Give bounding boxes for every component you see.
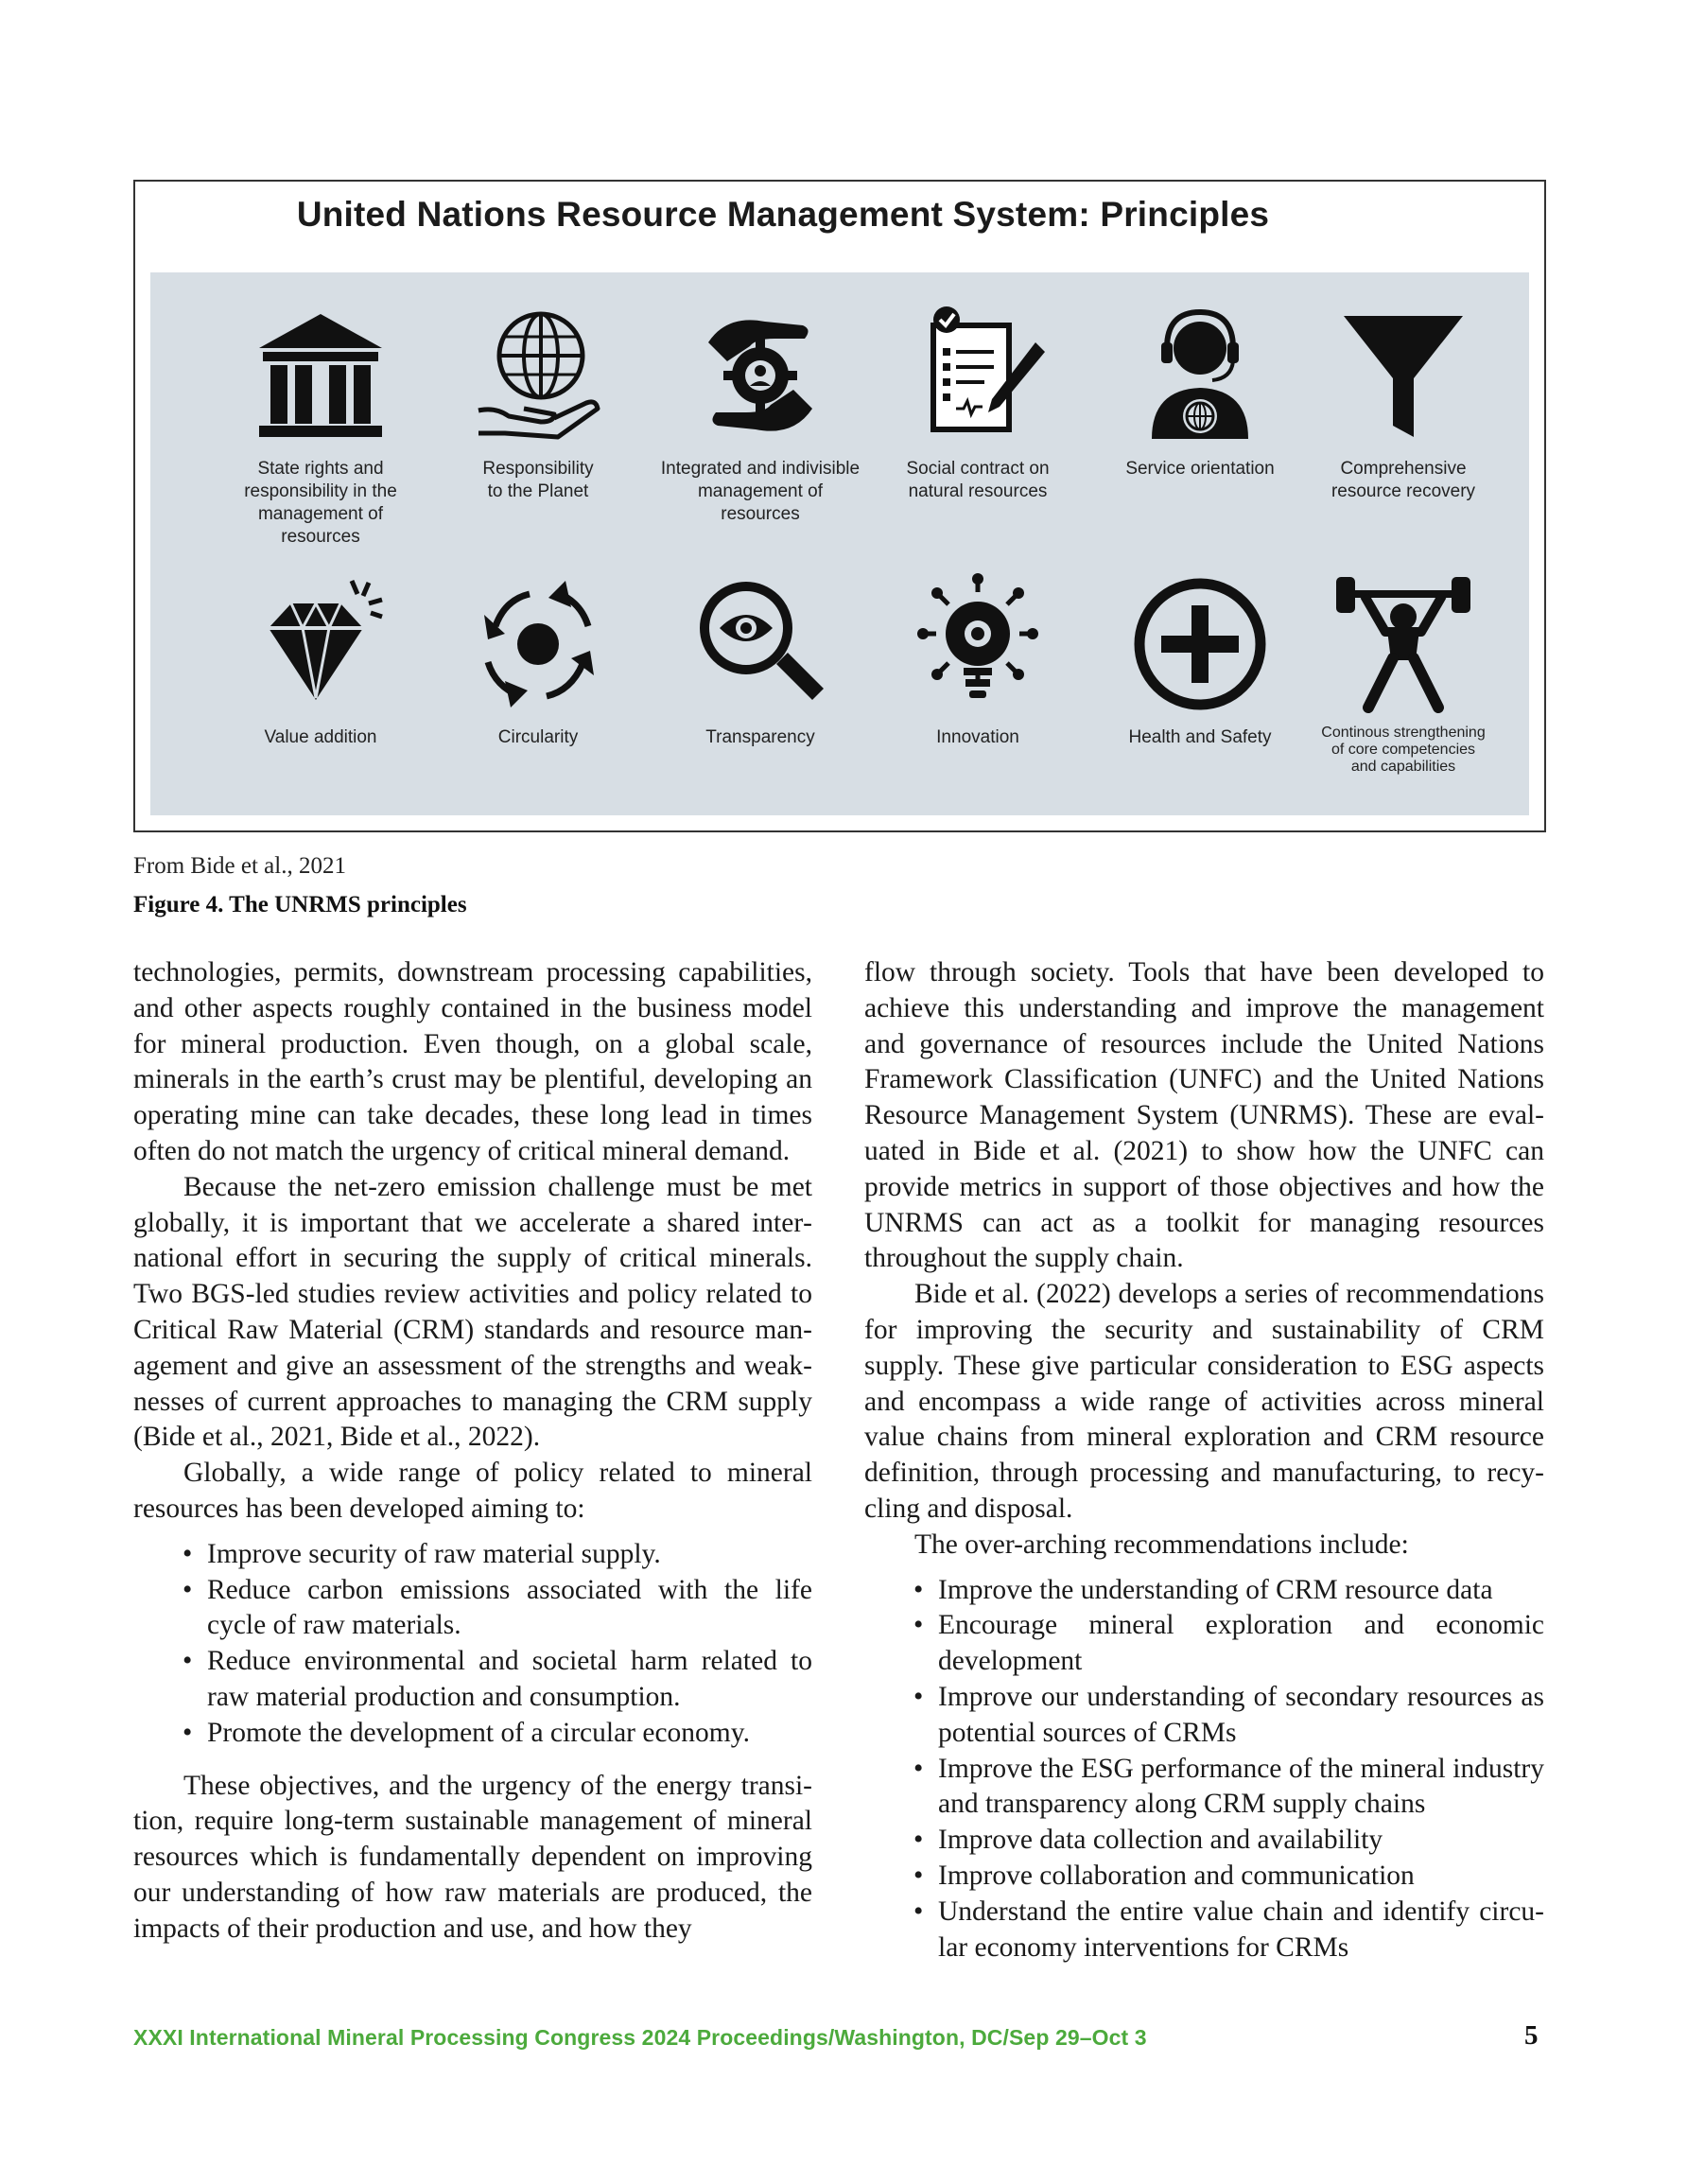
list-item: • Improve security of raw material supply.: [133, 1537, 812, 1573]
principles-panel: [150, 272, 1529, 815]
principle-label: Responsibility to the Planet: [482, 459, 594, 501]
paragraph: Bide et al. (2022) develops a series of recommendations for improving the security and sustainability of CRM supply. These give particular consideration to ESG aspects and encompass a wide range of activities across mineral value chains from mineral exploration and CRM resource definition, through processing and manufacturing, to recycling and disposal.: [864, 1279, 1544, 1524]
principle-integrated-management: [656, 305, 864, 526]
list-item: • Encourage mineral exploration and economic development: [864, 1608, 1544, 1680]
list-item: • Improve the understanding of CRM resource data: [864, 1573, 1544, 1609]
principle-transparency: [656, 573, 864, 749]
principle-label: Social contract on natural resources: [906, 459, 1050, 501]
principle-responsibility-planet: [434, 305, 642, 503]
paragraph: technologies, permits, downstream processing capabilities, and other aspects roughly contained in the business model for mineral production. Even though, on a global scale, minerals in the earth’s crust may be plentiful, developing an operating mine can take decades, these long lead in times often do not match the urgency of critical mineral demand.: [133, 957, 812, 1166]
principle-label: Continous strengthening of core competencies and capabilities: [1321, 725, 1486, 775]
recommendations-list: [864, 1573, 1544, 1966]
list-item: • Improve our understanding of secondary resources as potential sources of CRMs: [864, 1680, 1544, 1752]
unrms-principles-figure: [133, 180, 1546, 832]
right-column: [864, 955, 1544, 1975]
list-item: • Improve data collection and availability: [864, 1823, 1544, 1859]
weightlifter-icon: [1332, 573, 1474, 715]
paragraph: flow through society. Tools that have been developed to achieve this understanding and improve the management and governance of resources include the United Nations Framework Classification (UNFC) and the United Nations Resource Management System (UNRMS). These are evaluated in Bide et al. (2021) to show how the UNFC can provide metrics in support of those objectives and how the UNRMS can act as a toolkit for managing resources throughout the supply chain.: [864, 957, 1544, 1274]
figure-source: From Bide et al., 2021: [133, 853, 346, 879]
government-building-icon: [250, 305, 391, 446]
objectives-list: [133, 1537, 812, 1752]
globe-in-hand-icon: [467, 305, 609, 446]
principle-continuous-strengthening: [1299, 573, 1507, 776]
principle-label: Transparency: [705, 727, 815, 747]
principle-label: Value addition: [264, 727, 377, 747]
left-column: [133, 955, 812, 1948]
page-number: 5: [1524, 2020, 1539, 2051]
principle-social-contract: [874, 305, 1082, 503]
principle-label: Circularity: [497, 727, 579, 747]
list-item: • Reduce carbon emissions associated with the life cycle of raw materials.: [133, 1573, 812, 1645]
principle-value-addition: [217, 573, 425, 749]
figure-caption: Figure 4. The UNRMS principles: [133, 892, 467, 917]
principle-label: Innovation: [936, 727, 1019, 747]
principle-label: Comprehensive resource recovery: [1330, 459, 1476, 501]
paragraph: Globally, a wide range of policy related to mineral resources has been developed aiming to:: [133, 1458, 812, 1524]
lightbulb-gear-icon: [907, 573, 1049, 715]
list-item: • Improve the ESG performance of the mineral industry and transparency along CRM supply chains: [864, 1752, 1544, 1824]
paragraph: The over-arching recommendations include:: [914, 1529, 1409, 1560]
circular-arrows-icon: [467, 573, 609, 715]
magnifier-eye-icon: [689, 573, 831, 715]
figure-title: United Nations Resource Management System: Principles: [296, 195, 1270, 234]
principle-resource-recovery: [1299, 305, 1507, 503]
principle-circularity: [434, 573, 642, 749]
list-item: • Understand the entire value chain and identify circular economy interventions for CRMs: [864, 1895, 1544, 1966]
principle-label: State rights and responsibility in the management of resources: [244, 459, 397, 547]
funnel-icon: [1332, 305, 1474, 446]
list-item: • Reduce environmental and societal harm related to raw material production and consumption.: [133, 1644, 812, 1716]
paragraph: These objectives, and the urgency of the energy transition, require long-term sustainable management of mineral resources which is fundamentally dependent on improving our understanding of how raw materials are produced, the impacts of their production and use, and how they: [133, 1770, 812, 1944]
principle-health-safety: [1096, 573, 1304, 749]
contract-signing-icon: [907, 305, 1049, 446]
principle-state-rights: [217, 305, 425, 549]
diamond-icon: [250, 573, 391, 715]
list-item: • Promote the development of a circular economy.: [133, 1716, 812, 1752]
hands-gear-icon: [689, 305, 831, 446]
running-footer: XXXI International Mineral Processing Congress 2024 Proceedings/Washington, DC/Sep 29–Oct 3: [133, 2025, 1147, 2050]
principle-label: Health and Safety: [1128, 727, 1272, 747]
health-cross-icon: [1129, 573, 1271, 715]
support-agent-icon: [1129, 305, 1271, 446]
principle-label: Integrated and indivisible management of resources: [660, 459, 861, 524]
list-item: • Improve collaboration and communication: [864, 1859, 1544, 1895]
paragraph: Because the net-zero emission challenge must be met globally, it is important that we accelerate a shared international effort in securing the supply of critical minerals. Two BGS-led studies review activities and policy related to Critical Raw Material (CRM) standards and resource management and give an assessment of the strengths and weaknesses of current approaches to managing the CRM supply (Bide et al., 2021, Bide et al., 2022).: [133, 1171, 812, 1453]
principle-label: Service orientation: [1125, 459, 1275, 479]
principle-innovation: [874, 573, 1082, 749]
principle-service-orientation: [1096, 305, 1304, 480]
